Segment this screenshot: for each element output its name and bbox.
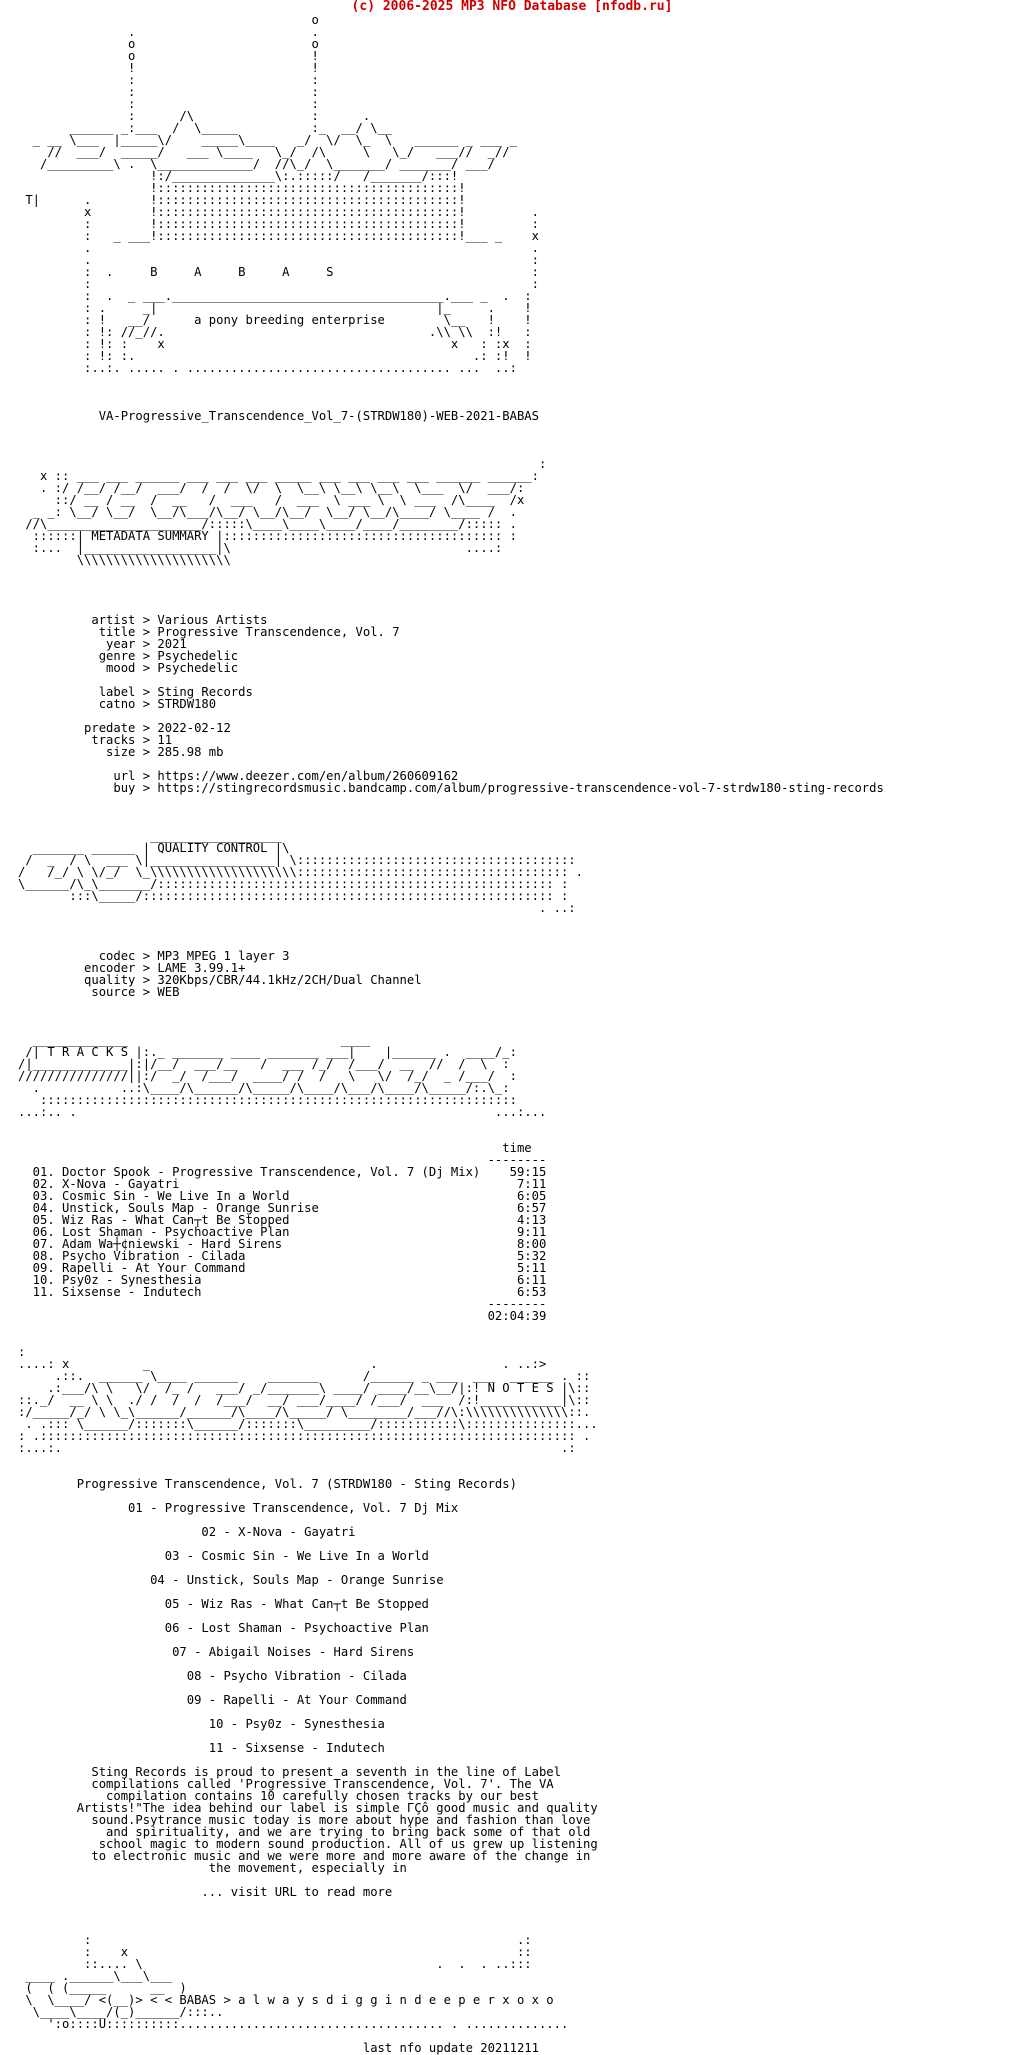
nfo-document-body: o . . o o o ! ! ! : : : : : : : /\ : . ______ _:___ / \_____ :_ __/ \__ _ __ \___ |_____\/ _____\____ _/ \/ \_ \ ______ _ ___ _ // ___/ _____/ ___ \____ \_/ /\ \ \_/ ___// _// /_________\ . \_____________/ //\_/ \_______/ _______/ ___/ !:/______________\:.:::::/ /_______/:::! !:::::::::::::::::::::::::::::::::::::::::! T| . !:::::::::::::::::::::::::::::::::::::::::! x !:::::::::::::::::::::::::::::::::::::::::! . : !:::::::::::::::::::::::::::::::::::::::::! : : _ ___!:::::::::::::::::::::::::::::::::::::::::!___ _ x . . . : : . B A B A S : : : : . _ ___._____________________________________.___ _ . : : . _| |_ . ! : ! __/ a pony breeding enterprise \__ ! ! : !: //_//. .\\ \\ :! : : !: : x x : :x : : !: :. .: :! ! :..:. ..... . .................................... ... ..: VA-Progressive_Transcendence_Vol_7-(STRDW180)-WEB-2021-BABAS : x :: ___ ___ ______ ___ ___ ___ _____ ___ ___ ___ ___ ______ ______: . :/ /__/ /__/ ___/ / / \/ \ \__\ \__\ \__\ \___ \/ ___/: ::/ __ / __ / __ / ___ / ___ \ ___ \ \ ___ /\____ /x _ _: \__/ \__/ \__/\___/\__/ \__/\__/ \__/ \__/\____/ \____ / . //\_____________________/:::::\____\____\____/____/________/::::: . ::::::| METADATA SUMMARY |:::::::::::::::::::::::::::::::::::::: : :... |__________________|\ ....: \\\\\\\\\\\\\\\\\\\\\ artist > Various Artists title > Progressive Transcendence, Vol. 7 year > 2021 genre > Psychedelic mood > Psychedelic label > Sting Records catno > STRDW180 predate > 2022-02-12 tracks > 11 size > 285.98 mb url > https://www.deezer.com/en/album/260609162 buy > https://stingrecordsmusic.bandcamp.com/album/progressive-transcendence-vol-7-strdw180-sting-records __________________ _______ ______ | QUALITY CONTROL |\ / _ / \ ___ \|_________________| \:::::::::::::::::::::::::::::::::::::: / /_/ \ \/_/ \_\\\\\\\\\\\\\\\\\\\\::::::::::::::::::::::::::::::::::::: . \______/\_\_______/:::::::::::::::::::::::::::::::::::::::::::::::::::::: : :::\_____/:::::::::::::::::::::::::::::::::::::::::::::::::::::::: : . ..: codec > MP3 MPEG 1 layer 3 encoder > LAME 3.99.1+ quality > 320Kbps/CBR/44.1kHz/2CH/Dual Channel source > WEB _____________ ____ /| T R A C K S |:._ _______ ____ _______ ___| |______ . ____/_: /|_____________|:|/__/ ___/__ / ___ /_/ /___/ __ // / \ : ///////////////||:/ _/ /___/ ____/ / / \ \/ /_/ _ /___/ : . ..:\____/\______/\_____/\____/\___/\____/\_____/:.\_: ::::::::::::::::::::::::::::::::::::::::::::::::::::::::::::::::: ...:.. . ...:... time -------- 01. Doctor Spook - Progressive Transcendence, Vol. 7 (Dj Mix) 59:15 02. X-Nova - Gayatri 7:11 03. Cosmic Sin - We Live In a World 6:05 04. Unstick, Souls Map - Orange Sunrise 6:57 05. Wiz Ras - What Can┬t Be Stopped 4:13 06. Lost Shaman - Psychoactive Plan 9:11 07. Adam Wa┼¢niewski - Hard Sirens 8:00 08. Psycho Vibration - Cilada 5:32 09. Rapelli - At Your Command 5:11 10. Psy0z - Synesthesia 6:11 11. Sixsense - Indutech 6:53 -------- 02:04:39 : ....: x _ . . ..:> .::. ______ \____ ______ _______ /______ _ ___ ___ ______ . :: .:___/\ \ \/ /_ / ___/ _/_______\ ____/ ____/__\__/|:! N O T E S |\:: ::._/ __ \ \ ./ / / / /___/ __/ ___/____/ /___/ ___ /:!___________|\:: :/_____/_/ \ \_\______/______/\____/\_____/ \________/___//\:\\\\\\\\\\\\\\::. . .::: \______/:::::::\______/:::::::\_________/:::::::::::\:::::::::::::::... : .::::::::::::::::::::::::::::::::::::::::::::::::::::::::::::::::::::::::: . :...:. .: Progressive Transcendence, Vol. 7 (STRDW180 - Sting Records) 01 - Progressive Transcendence, Vol. 7 Dj Mix 02 - X-Nova - Gayatri 03 - Cosmic Sin - We Live In a World 04 - Unstick, Souls Map - Orange Sunrise 05 - Wiz Ras - What Can┬t Be Stopped 06 - Lost Shaman - Psychoactive Plan 07 - Abigail Noises - Hard Sirens 08 - Psycho Vibration - Cilada 09 - Rapelli - At Your Command 10 - Psy0z - Synesthesia 11 - Sixsense - Indutech Sting Records is proud to present a seventh in the line of Label compilations called 'Progressive Transcendence, Vol. 7'. The VA compilation contains 10 carefully chosen tracks by our best Artists!"The idea behind our label is simple ΓÇô good music and quality sound.Psytrance music today is more about hype and fashion than love and spirituality, and we are trying to bring back some of that old school magic to modern sound production. All of us grew up listening to electronic music and we were more and more aware of the change in the movement, especially in ... visit URL to read more : .: : x :: ::.... \ . . . ..::: ____ .______\___\___ ( ( (_____ __ ) \ \____/ <(__)> < < BABAS > a l w a y s d i g g i n d e e p e r x o x o \____\____/(_)______/:::.. ':o::::U::::::::::.................................... . .............. last nfo update 20211211 <box>18 13 884 2055</box>
site-credit-header[interactable]: (c) 2006-2025 MP3 NFO Database [nfodb.ru] <box>351 0 673 14</box>
